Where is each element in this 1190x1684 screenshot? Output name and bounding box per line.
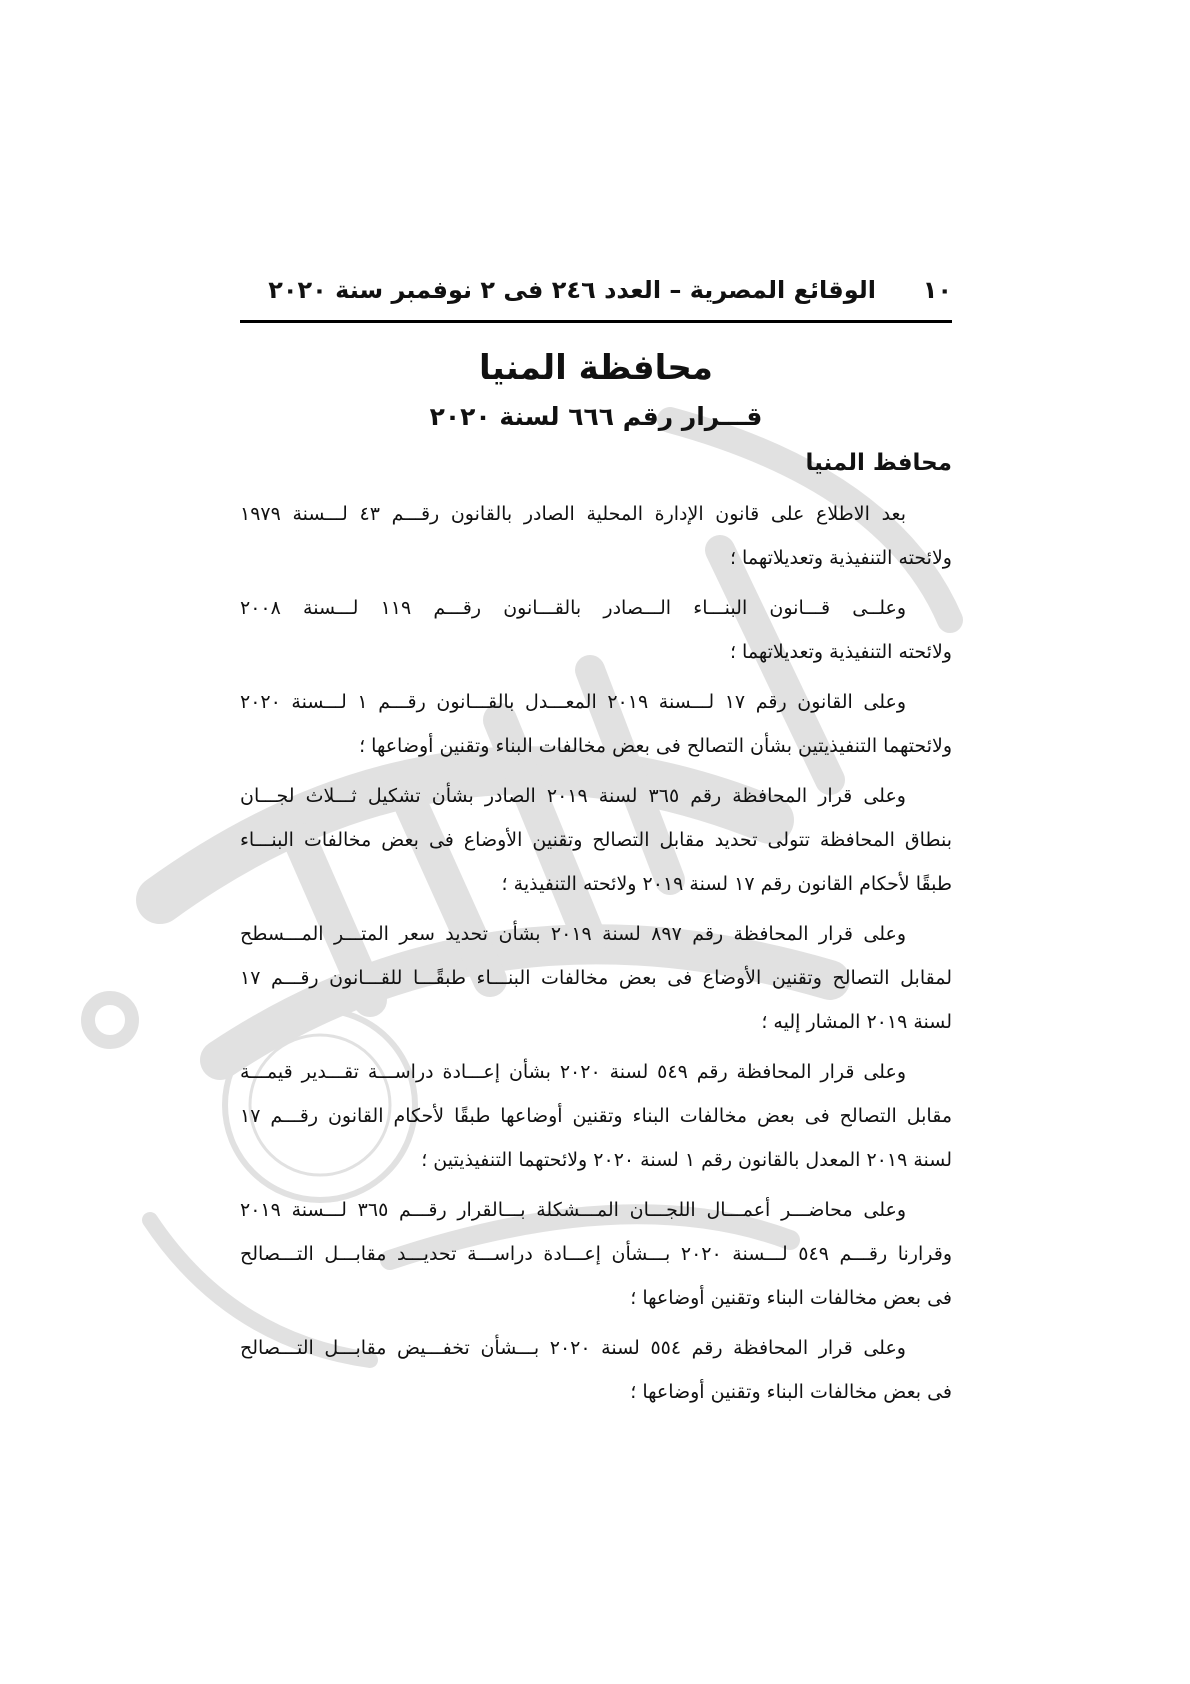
paragraph-line: ولائحته التنفيذية وتعديلاتهما ؛ [729,547,952,569]
paragraph-line: وقرارنا رقـــم ٥٤٩ لـــسنة ٢٠٢٠ بـــشأن إعـــادة دراســـة تحديـــد مقابـــل التـــصالح [240,1243,952,1265]
paragraph-line: طبقًا لأحكام القانون رقم ١٧ لسنة ٢٠١٩ ولائحته التنفيذية ؛ [501,873,952,895]
governorate-title: محافظة المنيا [479,348,713,388]
paragraph-line: بعد الاطلاع على قانون الإدارة المحلية الصادر بالقانون رقـــم ٤٣ لـــسنة ١٩٧٩ [240,503,907,525]
paragraph-line: مقابل التصالح فى بعض مخالفات البناء وتقنين أوضاعها طبقًا لأحكام القانون رقـــم ١٧ [240,1105,952,1127]
header-rule [240,320,952,323]
paragraph-line: فى بعض مخالفات البناء وتقنين أوضاعها ؛ [630,1381,952,1403]
preamble-paragraph [240,1050,952,1182]
issuer-heading: محافظ المنيا [805,450,952,476]
paragraph-line: وعلى قرار المحافظة رقم ٥٥٤ لسنة ٢٠٢٠ بـــشأن تخفـــيض مقابـــل التـــصالح [240,1337,906,1359]
preamble-paragraph [240,1188,952,1320]
gazette-title: الوقائع المصرية – العدد ٢٤٦ فى ٢ نوفمبر سنة ٢٠٢٠ [268,276,876,304]
paragraph-line: بنطاق المحافظة تتولى تحديد مقابل التصالح وتقنين الأوضاع فى بعض مخالفات البنـــاء [240,829,952,851]
preamble-paragraph [240,774,952,906]
paragraph-line: ولائحته التنفيذية وتعديلاتهما ؛ [729,641,952,663]
decree-body [240,492,952,1420]
preamble-paragraph [240,1326,952,1414]
paragraph-line: وعلى قرار المحافظة رقم ٥٤٩ لسنة ٢٠٢٠ بشأن إعـــادة دراســـة تقـــدير قيمـــة [240,1061,906,1083]
paragraph-line: وعلى قرار المحافظة رقم ٣٦٥ لسنة ٢٠١٩ الصادر بشأن تشكيل ثـــلاث لجـــان [240,785,906,807]
paragraph-line: ولائحتهما التنفيذيتين بشأن التصالح فى بعض مخالفات البناء وتقنين أوضاعها ؛ [359,735,952,757]
preamble-paragraph [240,492,952,580]
paragraph-line: لسنة ٢٠١٩ المعدل بالقانون رقم ١ لسنة ٢٠٢٠ ولائحتهما التنفيذيتين ؛ [421,1149,952,1171]
paragraph-line: وعلى قرار المحافظة رقم ٨٩٧ لسنة ٢٠١٩ بشأن تحديد سعر المتـــر المـــسطح [240,923,906,945]
paragraph-line: وعلى محاضـــر أعمـــال اللجـــان المـــشكلة بـــالقرار رقـــم ٣٦٥ لـــسنة ٢٠١٩ [240,1199,907,1221]
page-number: ١٠ [922,276,952,304]
preamble-paragraph [240,680,952,768]
paragraph-line: لسنة ٢٠١٩ المشار إليه ؛ [761,1011,952,1033]
paragraph-line: لمقابل التصالح وتقنين الأوضاع فى بعض مخالفات البنـــاء طبقًـــا للقـــانون رقـــم ١٧ [240,967,952,989]
paragraph-line: وعلــى قـــانون البنـــاء الـــصادر بالقـــانون رقـــم ١١٩ لـــسنة ٢٠٠٨ [240,597,907,619]
preamble-paragraph [240,586,952,674]
paragraph-line: فى بعض مخالفات البناء وتقنين أوضاعها ؛ [630,1287,952,1309]
page-header [240,268,952,312]
decree-title: قـــرار رقم ٦٦٦ لسنة ٢٠٢٠ [429,402,763,431]
preamble-paragraph [240,912,952,1044]
paragraph-line: وعلى القانون رقم ١٧ لـــسنة ٢٠١٩ المعـــدل بالقـــانون رقـــم ١ لـــسنة ٢٠٢٠ [240,691,907,713]
